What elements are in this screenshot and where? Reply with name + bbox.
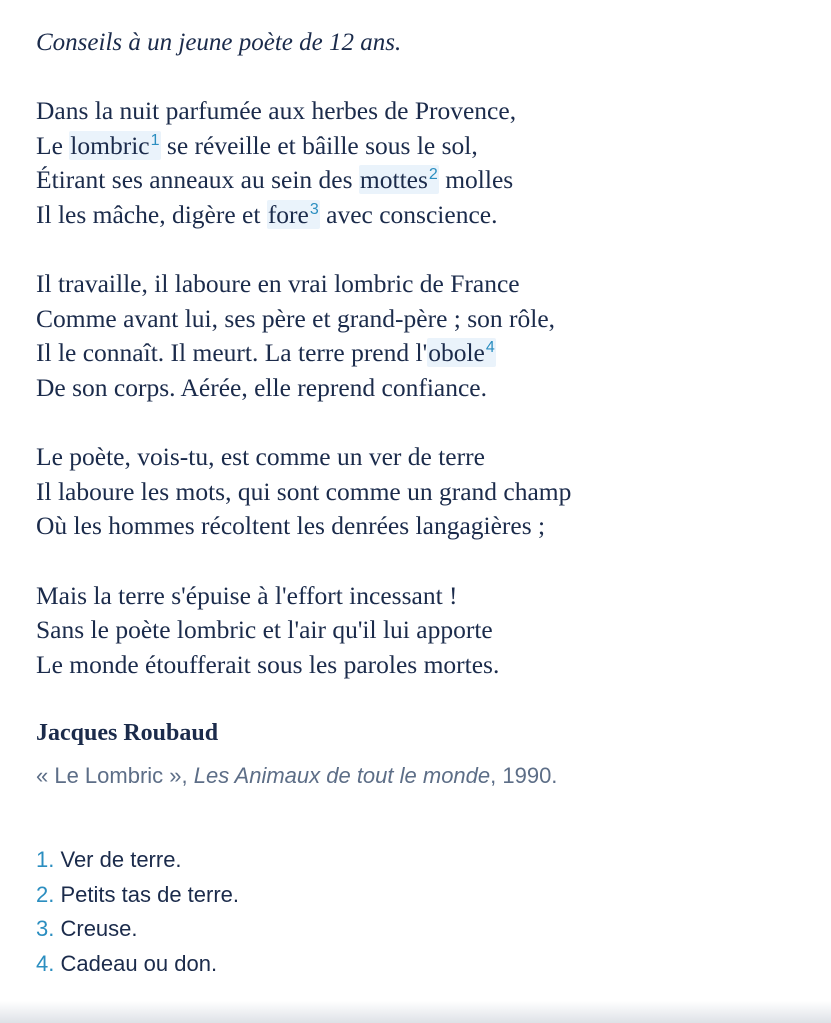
glossed-word-text: lombric: [70, 130, 150, 160]
poem-line: Dans la nuit parfumée aux herbes de Provence,: [36, 96, 517, 125]
footnote-number: 2.: [36, 881, 55, 907]
poem-line: Sans le poète lombric et l'air qu'il lui apporte: [36, 615, 493, 644]
poem-line: Il laboure les mots, qui sont comme un grand champ: [36, 476, 572, 506]
poem-page: [36, 26, 821, 981]
footnote-4: [36, 947, 821, 982]
stanza-1: [36, 94, 821, 232]
line-text: Il le connaît. Il meurt. La terre prend l': [36, 338, 428, 367]
poem-line: Le poète, vois-tu, est comme un ver de terre: [36, 442, 485, 471]
dedication: Conseils à un jeune poète de 12 ans.: [36, 29, 402, 56]
stanza-4: [36, 579, 821, 683]
author-name: Jacques Roubaud: [36, 720, 219, 746]
source-citation: [36, 761, 821, 791]
bottom-scroll-shadow: [0, 1001, 831, 1023]
source-year: , 1990.: [490, 763, 558, 788]
glossed-word-lombric[interactable]: [69, 131, 160, 160]
poem-line: [36, 198, 821, 233]
glossed-word-text: obole: [428, 338, 485, 367]
poem-line: [36, 163, 821, 198]
line-text: Étirant ses anneaux au sein des: [36, 165, 359, 194]
line-text: se réveille et bâille sous le sol,: [160, 130, 478, 160]
line-text: avec conscience.: [319, 199, 498, 229]
glossed-word-obole[interactable]: [427, 338, 496, 367]
stanza-3: [36, 440, 821, 544]
glossed-word-mottes[interactable]: [359, 165, 439, 194]
poem-line: [36, 336, 821, 371]
footnote-text: Ver de terre.: [60, 847, 182, 872]
source-poem-title: « Le Lombric »,: [36, 763, 188, 788]
poem-line: Il travaille, il laboure en vrai lombric de France: [36, 269, 520, 298]
poem-line: Mais la terre s'épuise à l'effort incessant !: [36, 580, 458, 610]
footnote-ref-1[interactable]: 1: [150, 131, 160, 149]
poem-line: De son corps. Aérée, elle reprend confiance.: [36, 372, 487, 402]
footnote-text: Creuse.: [60, 916, 138, 941]
footnote-number: 3.: [36, 916, 55, 941]
glossed-word-fore[interactable]: [267, 200, 320, 229]
footnote-1: [36, 843, 821, 878]
poem-line: [36, 129, 821, 164]
footnotes-list: [36, 843, 821, 981]
footnote-text: Petits tas de terre.: [60, 881, 240, 907]
poem-line: Où les hommes récoltent les denrées langagières ;: [36, 511, 546, 540]
footnote-ref-3[interactable]: 3: [309, 200, 319, 218]
footnote-ref-4[interactable]: 4: [485, 339, 495, 356]
footnote-2: [36, 878, 821, 913]
footnote-number: 4.: [36, 950, 55, 976]
poem-line: Le monde étoufferait sous les paroles mortes.: [36, 649, 500, 679]
line-text: Le: [36, 130, 70, 160]
line-text: molles: [438, 165, 514, 194]
footnote-ref-2[interactable]: 2: [428, 166, 438, 183]
glossed-word-text: mottes: [359, 165, 428, 194]
stanza-2: [36, 267, 821, 405]
source-collection: Les Animaux de tout le monde: [193, 763, 491, 788]
poem-line: Comme avant lui, ses père et grand-père ; son rôle,: [36, 303, 556, 333]
footnote-text: Cadeau ou don.: [60, 950, 218, 976]
footnote-number: 1.: [36, 847, 55, 872]
line-text: Il les mâche, digère et: [36, 199, 267, 229]
glossed-word-text: fore: [267, 199, 309, 229]
footnote-3: [36, 912, 821, 947]
